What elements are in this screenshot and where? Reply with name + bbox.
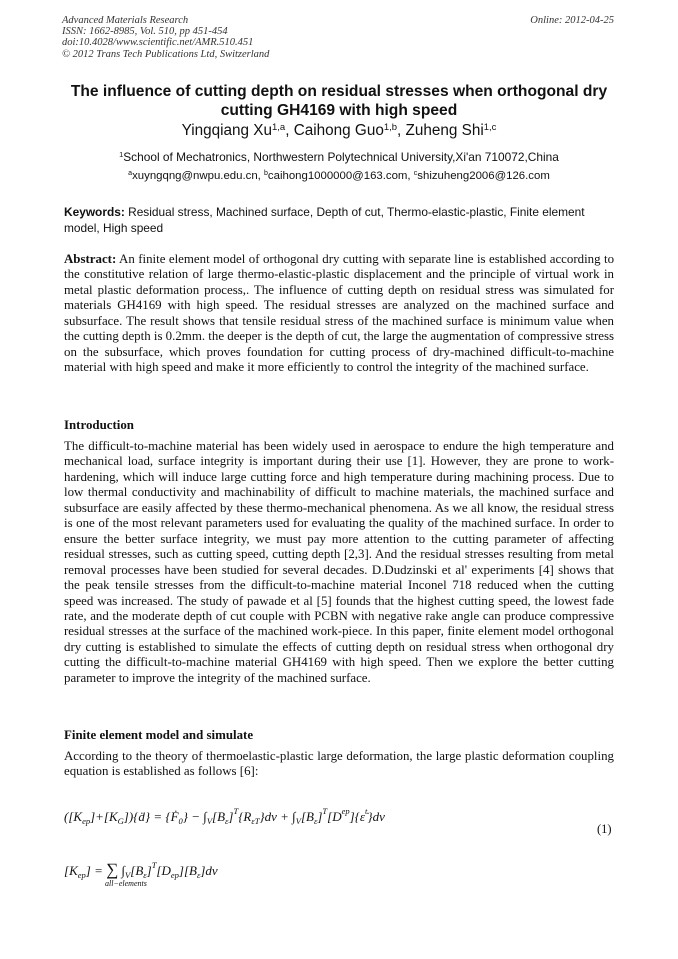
- email-mark: a: [128, 170, 133, 178]
- introduction-heading: Introduction: [64, 418, 134, 432]
- author-affiliation-mark: 1,a: [272, 121, 286, 133]
- email-list: $^a$xuyngqng@nwpu.edu.cn, $^b$caihong1000000@163.com, $^c$shizuheng2006@126.com: [128, 170, 550, 182]
- affiliation: [0, 150, 678, 164]
- issn-line: ISSN: 1662-8985, Vol. 510, pp 451-454: [62, 26, 228, 38]
- email-mark: c: [413, 170, 418, 178]
- copyright-line: © 2012 Trans Tech Publications Ltd, Switzerland: [62, 48, 270, 60]
- introduction-text: The difficult-to-machine material has been widely used in aerospace to endure the high temperature and mechanical load, surface integrity is important during their use [1]. However, they are prone to work-hardening, which will induce large cutting force and high temperature during machining process. Due to low thermal conductivity and machinability of difficult to machine materials, the machined surface and subsurface are easily affected by these thermo-mechanical phenomena. As we all know, the residual stress is one of the most relevant parameters used for evaluating the quality of the machined surface. In order to ensure the better surface integrity, we must pay more attention to the cutting parameter of affecting residual stresses, such as cutting speed, cutting depth [2,3]. And the residual stresses resulting from metal removal processes have been studied for several decades. D.Dudzinski et al' experiments [4] shows that the peak tensile stresses from the difficult-to-machine material Inconel 718 reduced when the cutting speed was increased. The study of pawade et al [5] founds that the highest cutting speed, the lowest fade rate, and the moderate depth of cut couple with PCBN with negative rake angle can produce compressive residual stresses at the surface of the machined work-piece. In this paper, finite element model orthogonal dry cutting is established to simulate the effects of cutting depth on residual stress when orthogonal dry cutting the difficult-to-machine material GH4169 with high speed. Then we explore the better cutting parameter to improve the integrity of the machined surface.: [64, 439, 614, 685]
- equation-stiffness: $[K_{ep}]$ = ∑ $\int_V[B_\varepsilon]^T[D_{ep}][B_\varepsilon]dv$: [64, 860, 218, 880]
- fem-heading: Finite element model and simulate: [64, 728, 254, 742]
- sum-limit-label: all−elements: [105, 879, 147, 888]
- author-name: Yingqiang Xu: [181, 122, 273, 139]
- online-date: Online: 2012-04-25: [530, 15, 614, 26]
- author-name: Caihong Guo: [293, 122, 384, 139]
- keywords: [64, 205, 614, 236]
- author-affiliation-mark: 1,c: [483, 121, 497, 133]
- email-link[interactable]: caihong1000000@163.com: [267, 170, 408, 182]
- keywords-text: Residual stress, Machined surface, Depth of cut, Thermo-elastic-plastic, Finite element model, High speed: [64, 205, 585, 235]
- email-mark: b: [264, 170, 268, 178]
- affiliation-text: School of Mechatronics, Northwestern Polytechnical University,Xi'an 710072,China: [123, 150, 559, 164]
- email-link[interactable]: shizuheng2006@126.com: [417, 170, 550, 182]
- equation-1: $([K_{ep}]+[K_G])\{ḋ\}$ = {Ḟ$_0$} − $\int_V[B_\varepsilon]^T\{R_{\varepsilon T}\}dv$ + $\int_V[B_\varepsilon]^T[D^{ep}]\{\varepsiloṅ^t\}dv$: [64, 806, 385, 826]
- journal-name: Advanced Materials Research: [62, 15, 189, 26]
- author-affiliation-mark: 1,b: [383, 121, 398, 133]
- keywords-label: Keywords:: [64, 205, 125, 219]
- paper-title: The influence of cutting depth on residual stresses when orthogonal dry cutting GH4169 with high speed: [70, 83, 608, 119]
- author-list: Yingqiang Xu$^{1,a}$, Caihong Guo$^{1,b}$, Zuheng Shi$^{1,c}$: [181, 121, 497, 139]
- fem-text: According to the theory of thermoelastic-plastic large deformation, the large plastic deformation coupling equation is established as follows [6]:: [64, 749, 614, 779]
- abstract-text: An finite element model of orthogonal dry cutting with separate line is established according to the constitutive relation of large thermo-elastic-plastic displacement and the principle of virtual work in metal plastic deformation process,. The influence of cutting depth on residual stress was simulated for materials GH4169 with high speed. The residual stresses are analyzed on the machined surface and subsurface. The result shows that tensile residual stress of the machined surface is minimum value when the cutting depth is 0.2mm. the deeper is the depth of cut, the large the augmentation of compressive stress on the subsurface, which proves foundation for cutting process of dry-machined difficult-to-machine material with high speed and make it more efficiently to control the integrity of the machined surface.: [64, 252, 615, 375]
- email-link[interactable]: xuyngqng@nwpu.edu.cn: [132, 170, 258, 182]
- doi-line[interactable]: doi:10.4028/www.scientific.net/AMR.510.451: [62, 37, 254, 49]
- abstract-label: Abstract:: [64, 252, 117, 266]
- author-name: Zuheng Shi: [405, 122, 484, 139]
- equation-number: (1): [597, 822, 612, 836]
- journal-header: [62, 15, 614, 60]
- affiliation-mark: 1: [119, 149, 124, 159]
- abstract: [64, 252, 614, 376]
